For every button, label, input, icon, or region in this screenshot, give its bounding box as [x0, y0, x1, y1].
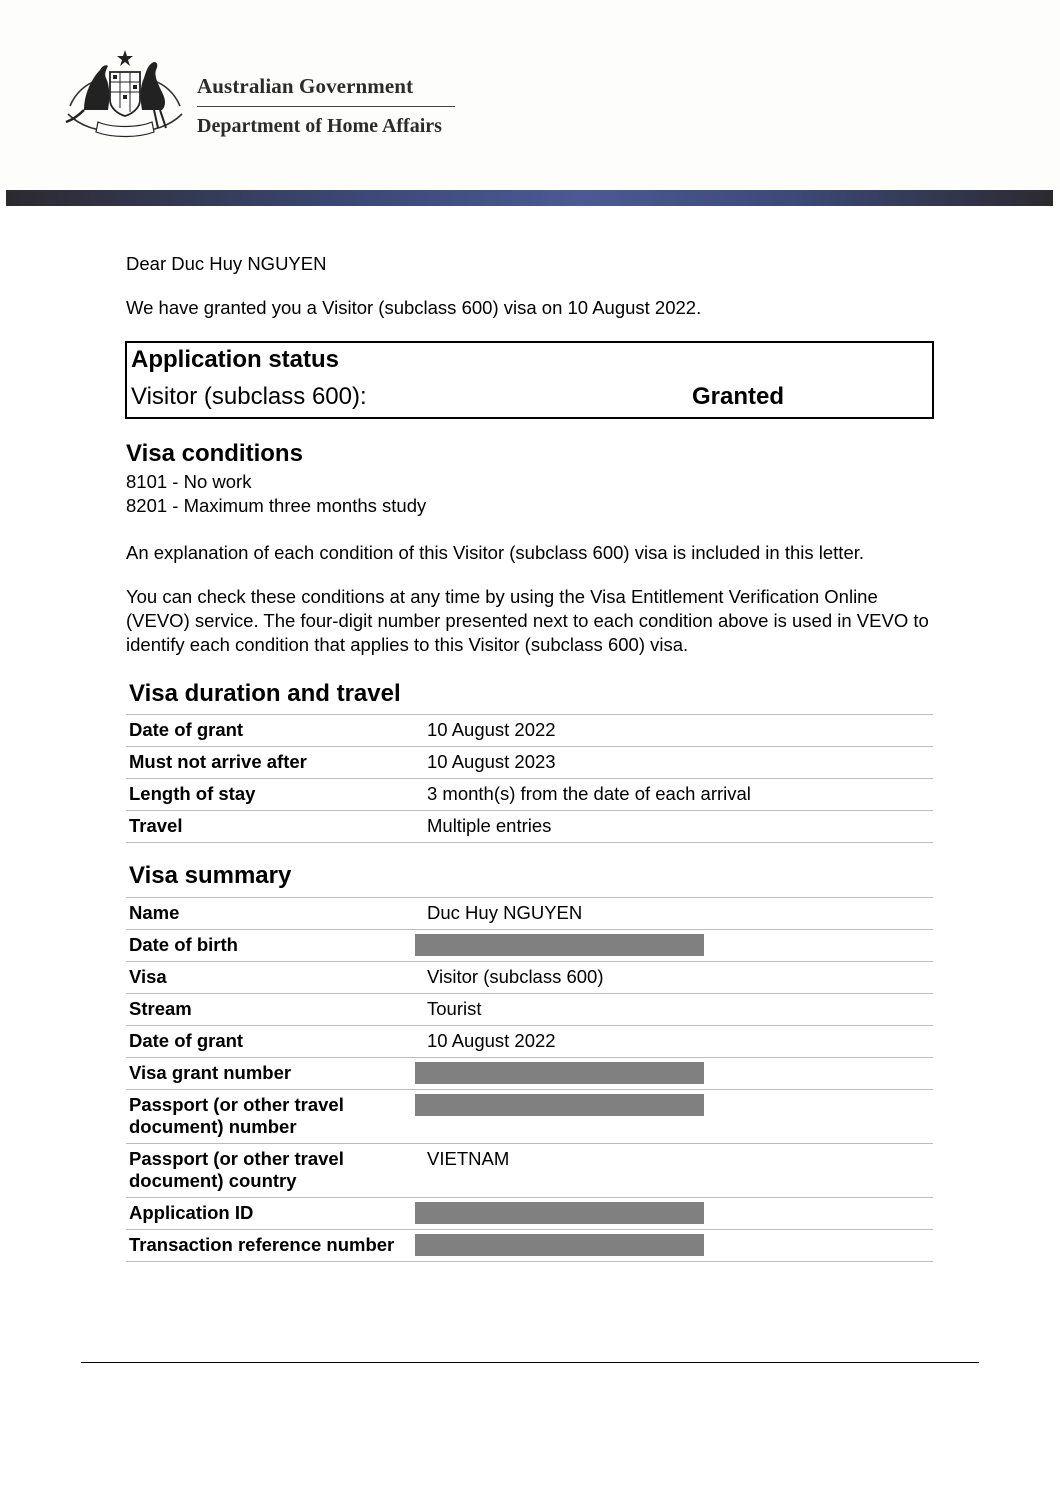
header-banner	[6, 190, 1053, 206]
row-value: Duc Huy NGUYEN	[427, 898, 933, 930]
redacted-block	[415, 1062, 704, 1084]
row-value: 10 August 2022	[427, 715, 933, 747]
table-row	[126, 994, 933, 1026]
table-row	[126, 779, 933, 811]
header-divider	[197, 106, 455, 107]
grant-statement: We have granted you a Visitor (subclass 600) visa on 10 August 2022.	[126, 297, 702, 318]
row-label: Travel	[126, 811, 427, 843]
row-value	[427, 930, 933, 962]
application-status-box	[125, 341, 934, 419]
letterhead	[0, 0, 1060, 190]
table-row	[126, 1144, 933, 1198]
redacted-block	[415, 1094, 704, 1116]
table-row	[126, 715, 933, 747]
department-name: Department of Home Affairs	[197, 115, 442, 137]
table-row	[126, 747, 933, 779]
row-value: 10 August 2023	[427, 747, 933, 779]
table-row	[126, 1026, 933, 1058]
redacted-block	[415, 1202, 704, 1224]
redacted-block	[415, 1234, 704, 1256]
row-value: Visitor (subclass 600)	[427, 962, 933, 994]
row-label: Visa grant number	[126, 1058, 427, 1090]
table-row	[126, 1090, 933, 1144]
row-value: 3 month(s) from the date of each arrival	[427, 779, 933, 811]
condition-item: 8101 - No work	[126, 471, 252, 492]
table-row	[126, 898, 933, 930]
conditions-explanation: An explanation of each condition of this Visitor (subclass 600) visa is included in this letter.	[126, 542, 865, 563]
row-label: Date of grant	[126, 715, 427, 747]
summary-heading: Visa summary	[129, 862, 292, 889]
conditions-list	[126, 470, 426, 518]
row-label: Transaction reference number	[126, 1230, 427, 1262]
row-value: Tourist	[427, 994, 933, 1026]
row-value	[427, 1090, 933, 1144]
row-value: VIETNAM	[427, 1144, 933, 1198]
table-row	[126, 1198, 933, 1230]
duration-table	[126, 714, 933, 843]
status-title: Application status	[131, 346, 340, 373]
table-row	[126, 962, 933, 994]
row-value: 10 August 2022	[427, 1026, 933, 1058]
condition-item: 8201 - Maximum three months study	[126, 495, 427, 516]
row-label: Date of grant	[126, 1026, 427, 1058]
government-name: Australian Government	[197, 74, 414, 98]
redacted-block	[415, 934, 704, 956]
summary-table	[126, 897, 933, 1262]
duration-heading: Visa duration and travel	[129, 680, 401, 707]
row-label: Stream	[126, 994, 427, 1026]
row-label: Must not arrive after	[126, 747, 427, 779]
row-label: Length of stay	[126, 779, 427, 811]
row-value	[427, 1230, 933, 1262]
status-value: Granted	[692, 383, 785, 410]
row-value	[427, 1198, 933, 1230]
row-label: Date of birth	[126, 930, 427, 962]
table-row	[126, 1058, 933, 1090]
conditions-heading: Visa conditions	[126, 440, 303, 467]
table-row	[126, 930, 933, 962]
row-label: Application ID	[126, 1198, 427, 1230]
row-label: Visa	[126, 962, 427, 994]
row-value	[427, 1058, 933, 1090]
table-row	[126, 1230, 933, 1262]
row-label: Name	[126, 898, 427, 930]
row-label: Passport (or other travel document) country	[126, 1144, 427, 1198]
row-label: Passport (or other travel document) number	[126, 1090, 427, 1144]
coat-of-arms-icon	[62, 48, 188, 144]
footer-divider	[81, 1362, 979, 1363]
salutation: Dear Duc Huy NGUYEN	[126, 253, 327, 274]
table-row	[126, 811, 933, 843]
row-value: Multiple entries	[427, 811, 933, 843]
vevo-paragraph: You can check these conditions at any time by using the Visa Entitlement Verification Online (VEVO) service. The four-digit number presented next to each condition above is used in VEVO to identify each condition that applies to this Visitor (subclass 600) visa.	[126, 586, 929, 655]
status-label: Visitor (subclass 600):	[131, 383, 367, 410]
